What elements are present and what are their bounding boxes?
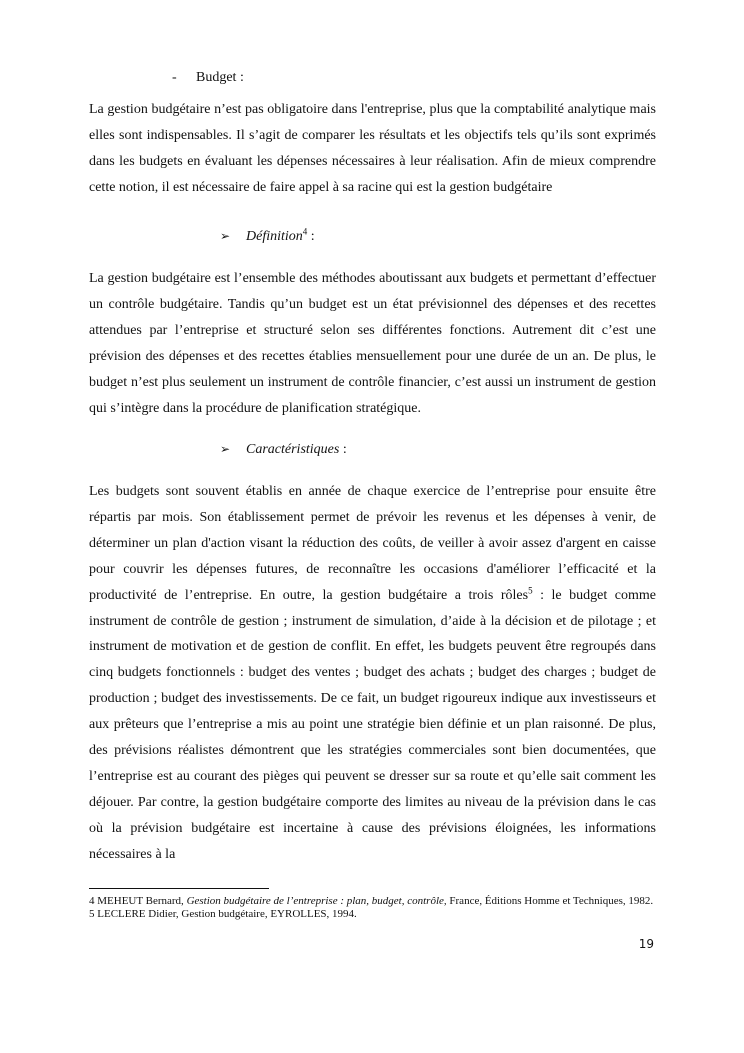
characteristics-text-part1: Les budgets sont souvent établis en année de chaque exercice de l’entreprise pour ensuite être répartis par mois. Son établissement permet de prévoir les revenus et les dépenses à venir, de déterminer un plan d'action visant la réduction des coûts, de veiller à avoir assez d'argent en caisse pour couvrir les dépenses futures, de reconnaître les occasions d'améliorer l’efficacité et la productivité de l’entreprise. En outre, la gestion budgétaire a trois rôles [89, 484, 656, 603]
definition-heading [220, 226, 315, 245]
footnote-5 [89, 908, 656, 921]
footnote-text: LECLERE Didier, Gestion budgétaire, EYROLLES, 1994. [97, 908, 357, 921]
section-budget-heading [172, 70, 244, 86]
dash-bullet: - [172, 70, 177, 85]
footnote-separator [89, 888, 269, 889]
footnote-number: 5 [89, 908, 95, 921]
section-budget-label: Budget : [196, 70, 244, 85]
footnote-ref-5: 5 [528, 584, 533, 595]
definition-paragraph: La gestion budgétaire est l’ensemble des méthodes aboutissant aux budgets et permettant d’effectuer un contrôle budgétaire. Tandis qu’un budget est un état prévisionnel des dépenses et des recettes attendues par l’entreprise et structuré selon ses différentes fonctions. Autrement dit c’est une prévision des dépenses et des recettes établies mensuellement pour une durée de un an. De plus, le budget n’est plus seulement un instrument de contrôle financier, c’est aussi un instrument de gestion qui s’intègre dans la procédure de planification stratégique. [89, 271, 656, 416]
definition-suffix: : [307, 229, 315, 244]
footnote-publication: France, Éditions Homme et Techniques, 1982. [446, 895, 654, 907]
characteristics-heading [220, 442, 347, 458]
characteristics-suffix: : [339, 442, 347, 457]
footnote-ref-4: 4 [302, 226, 308, 237]
arrow-bullet-icon: ➢ [220, 442, 231, 456]
footnote-author: MEHEUT Bernard, [97, 895, 184, 907]
characteristics-paragraph [89, 479, 656, 868]
page-number: 19 [638, 937, 654, 951]
footnote-number: 4 [89, 895, 95, 907]
arrow-bullet-icon: ➢ [220, 229, 231, 243]
characteristics-text-part2: : le budget comme instrument de contrôle de gestion ; instrument de simulation, d’aide à la décision et de pilotage ; et instrument de motivation et de gestion de conflit. En effet, les budgets peuvent être regroupés dans cinq budgets fonctionnels : budget des ventes ; budget des achats ; budget des charges ; budget de production ; budget des investissements. De ce fait, un budget rigoureux indique aux investisseurs et aux prêteurs que l’entreprise a mis au point une stratégie bien définie et un plan raisonné. De plus, des prévisions réalistes démontrent que les stratégies commerciales sont bien documentées, que l’entreprise est au courant des pièges qui peuvent se dresser sur sa route et qu’elle sait comment les déjouer. Par contre, la gestion budgétaire comporte des limites au niveau de la prévision dans le cas où la prévision budgétaire est incertaine à cause des prévisions éloignées, les informations nécessaires à la [89, 587, 656, 862]
intro-paragraph: La gestion budgétaire n’est pas obligatoire dans l'entreprise, plus que la comptabilité analytique mais elles sont indispensables. Il s’agit de comparer les résultats et les objectifs tels qu’ils sont exprimés dans les budgets en évaluant les dépenses nécessaires à leur réalisation. Afin de mieux comprendre cette notion, il est nécessaire de faire appel à sa racine qui est la gestion budgétaire [89, 102, 656, 195]
footnote-title: Gestion budgétaire de l’entreprise : plan, budget, contrôle, [186, 895, 447, 907]
characteristics-label: Caractéristiques [246, 442, 340, 457]
footnotes [89, 895, 656, 922]
definition-label: Définition [246, 229, 303, 244]
footnote-4 [89, 895, 656, 908]
